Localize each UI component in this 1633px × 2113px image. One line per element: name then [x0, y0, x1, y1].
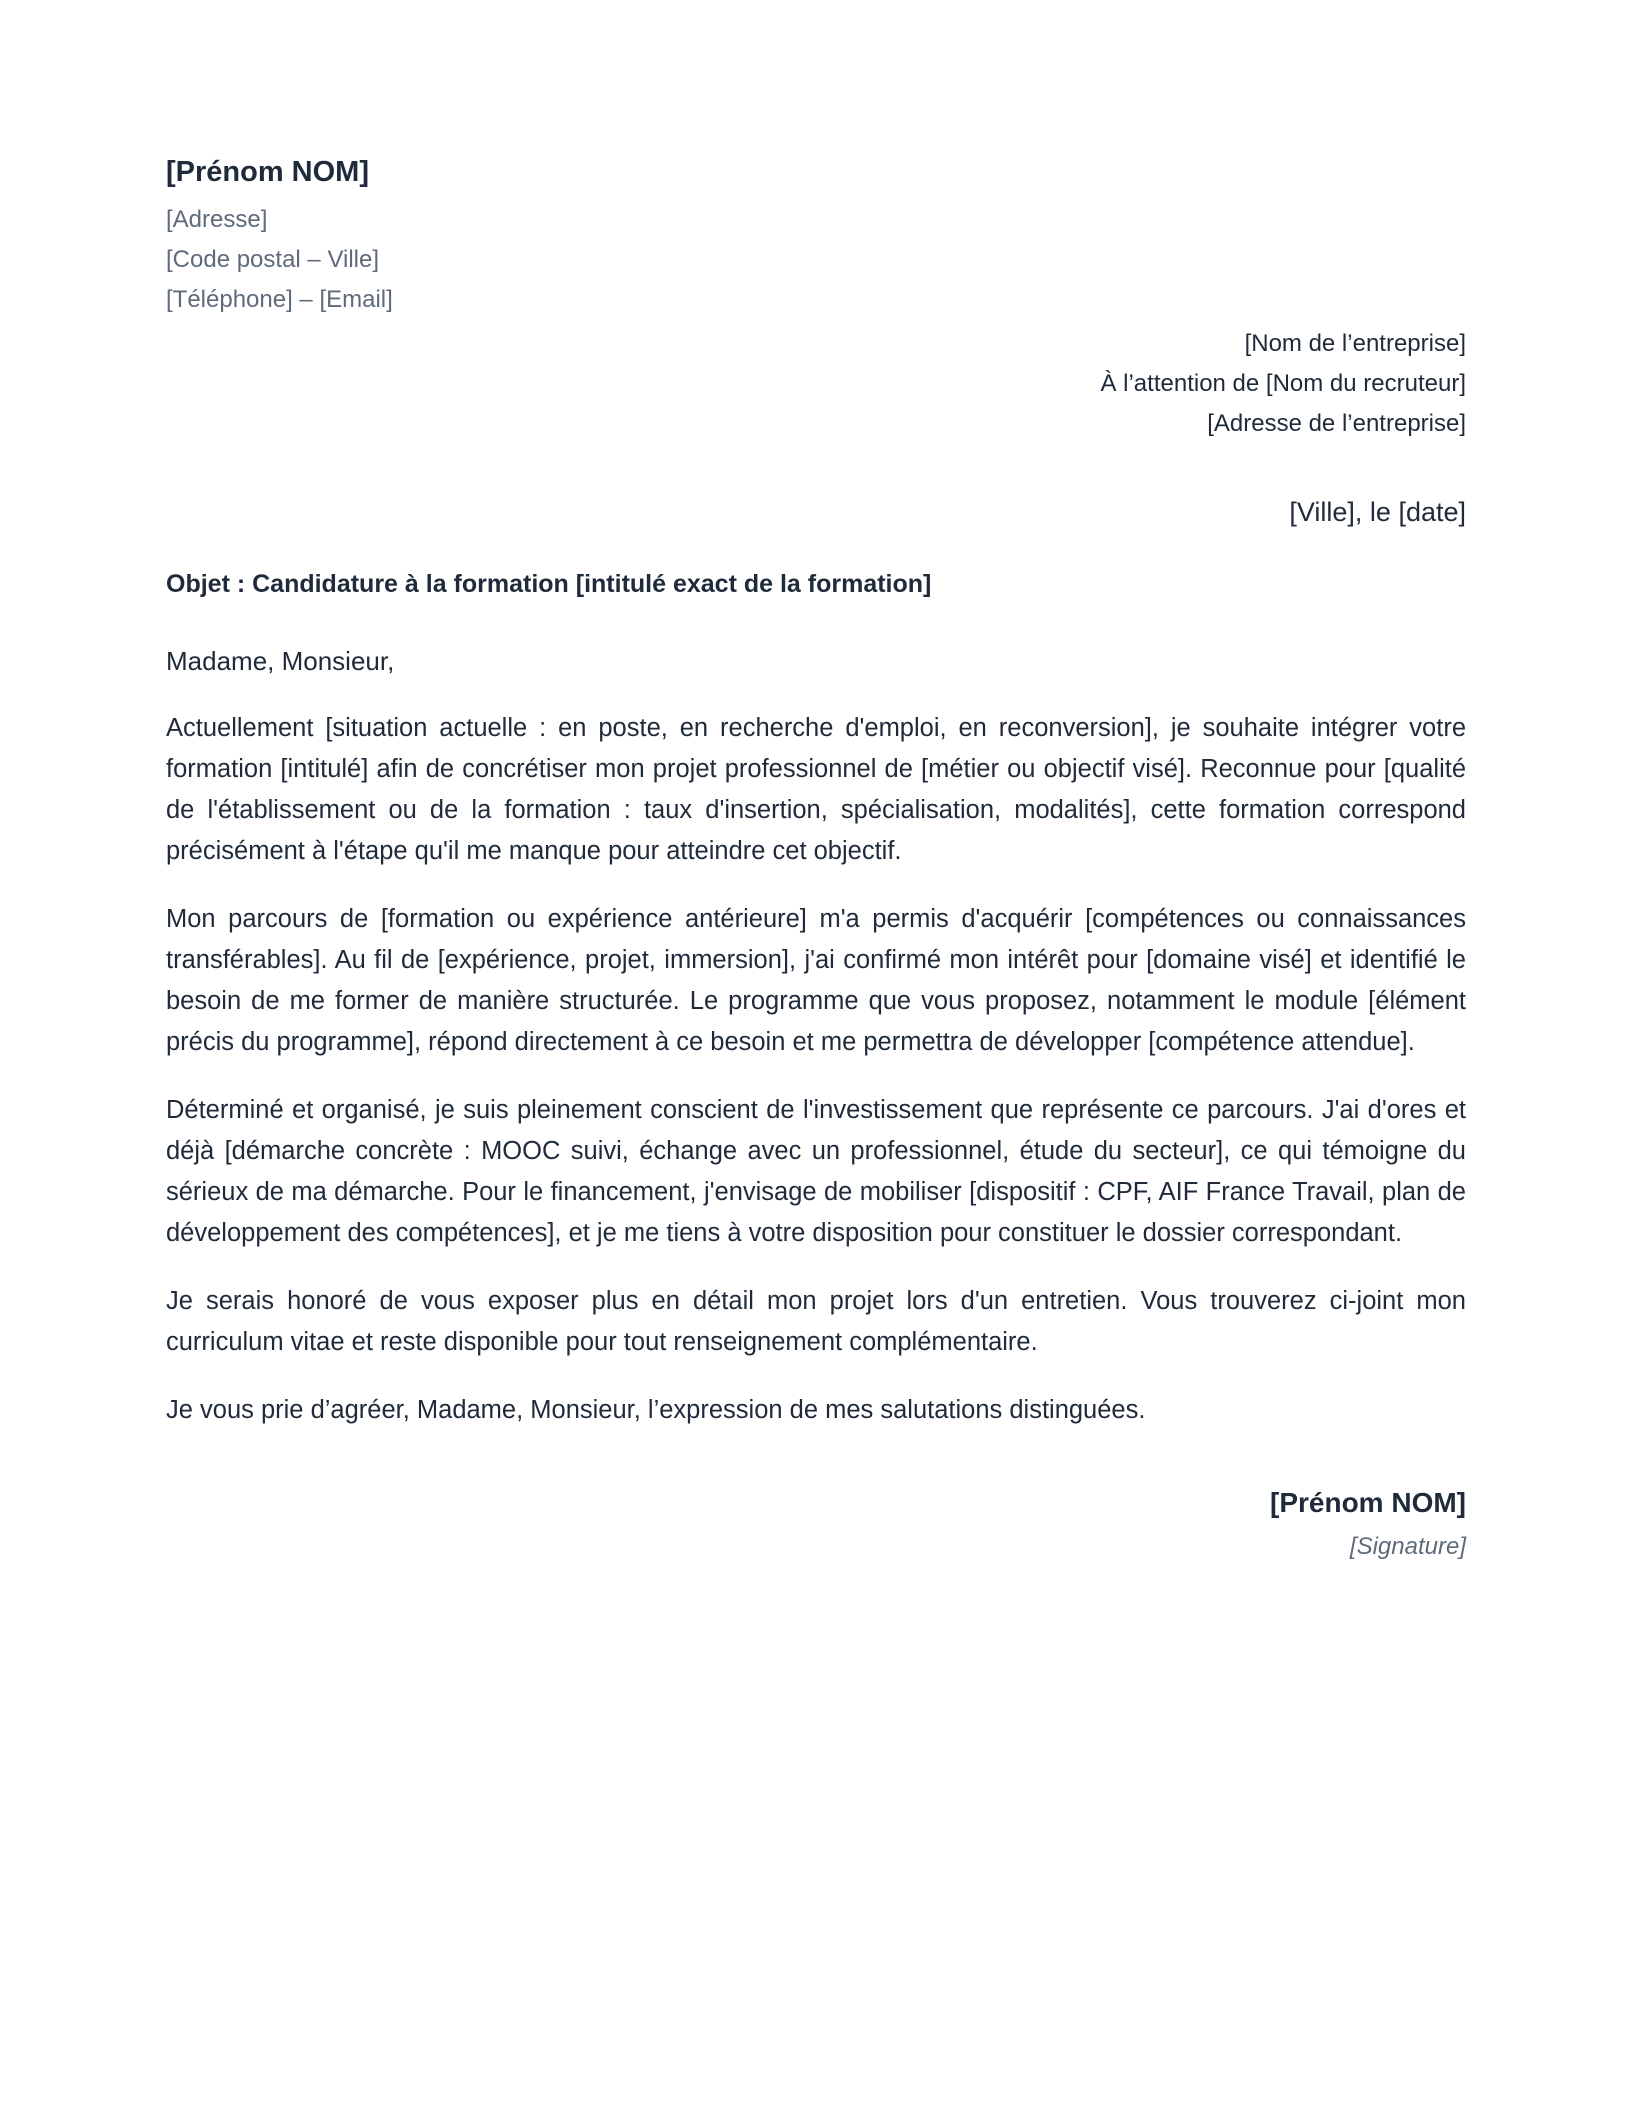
- recipient-company: [Nom de l’entreprise]: [1244, 330, 1466, 357]
- greeting: Madame, Monsieur,: [166, 646, 395, 676]
- body-paragraph: Je serais honoré de vous exposer plus en détail mon projet lors d'un entretien. Vous trouverez ci-joint mon curriculum vitae et reste disponible pour tout renseignement complémentaire.: [166, 1287, 1466, 1356]
- recipient-attention: À l’attention de [Nom du recruteur]: [1100, 370, 1466, 397]
- closing-formula: Je vous prie d’agréer, Madame, Monsieur, l’expression de mes salutations distinguées.: [166, 1396, 1146, 1424]
- sender-name: [Prénom NOM]: [166, 156, 369, 188]
- recipient-block: [166, 324, 1466, 444]
- body-paragraph: Déterminé et organisé, je suis pleinement conscient de l'investissement que représente ce parcours. J'ai d'ores et déjà [démarche concrète : MOOC suivi, échange avec un professionnel, étude du secteur], ce qui témoigne du sérieux de ma démarche. Pour le financement, j'envisage de mobiliser [dispositif : CPF, AIF France Travail, plan de développement des compétences], et je me tiens à votre disposition pour constituer le dossier correspondant.: [166, 1096, 1466, 1247]
- body-paragraph: Mon parcours de [formation ou expérience antérieure] m'a permis d'acquérir [compétences ou connaissances transférables]. Au fil de [expérience, projet, immersion], j'ai confirmé mon intérêt pour [domaine visé] et identifié le besoin de me former de manière structurée. Le programme que vous proposez, notamment le module [élément précis du programme], répond directement à ce besoin et me permettra de développer [compétence attendue].: [166, 905, 1466, 1056]
- letter-content: [166, 150, 1466, 1565]
- sender-phone-email: [Téléphone] – [Email]: [166, 286, 393, 313]
- sender-address: [Adresse]: [166, 206, 268, 233]
- signature-label: [Signature]: [1349, 1533, 1466, 1560]
- signature-block: [166, 1483, 1466, 1565]
- signature-name: [Prénom NOM]: [1270, 1487, 1466, 1518]
- place-date: [Ville], le [date]: [1289, 497, 1466, 527]
- recipient-address: [Adresse de l’entreprise]: [1207, 410, 1466, 437]
- body-paragraph: Actuellement [situation actuelle : en poste, en recherche d'emploi, en reconversion], je souhaite intégrer votre formation [intitulé] afin de concrétiser mon projet professionnel de [métier ou objectif visé]. Reconnue pour [qualité de l'établissement ou de la formation : taux d'insertion, spécialisation, modalités], cette formation correspond précisément à l'étape qu'il me manque pour atteindre cet objectif.: [166, 714, 1466, 865]
- subject-line: Objet : Candidature à la formation [intitulé exact de la formation]: [166, 570, 932, 598]
- sender-block: [166, 150, 1466, 320]
- sender-postal-city: [Code postal – Ville]: [166, 246, 380, 273]
